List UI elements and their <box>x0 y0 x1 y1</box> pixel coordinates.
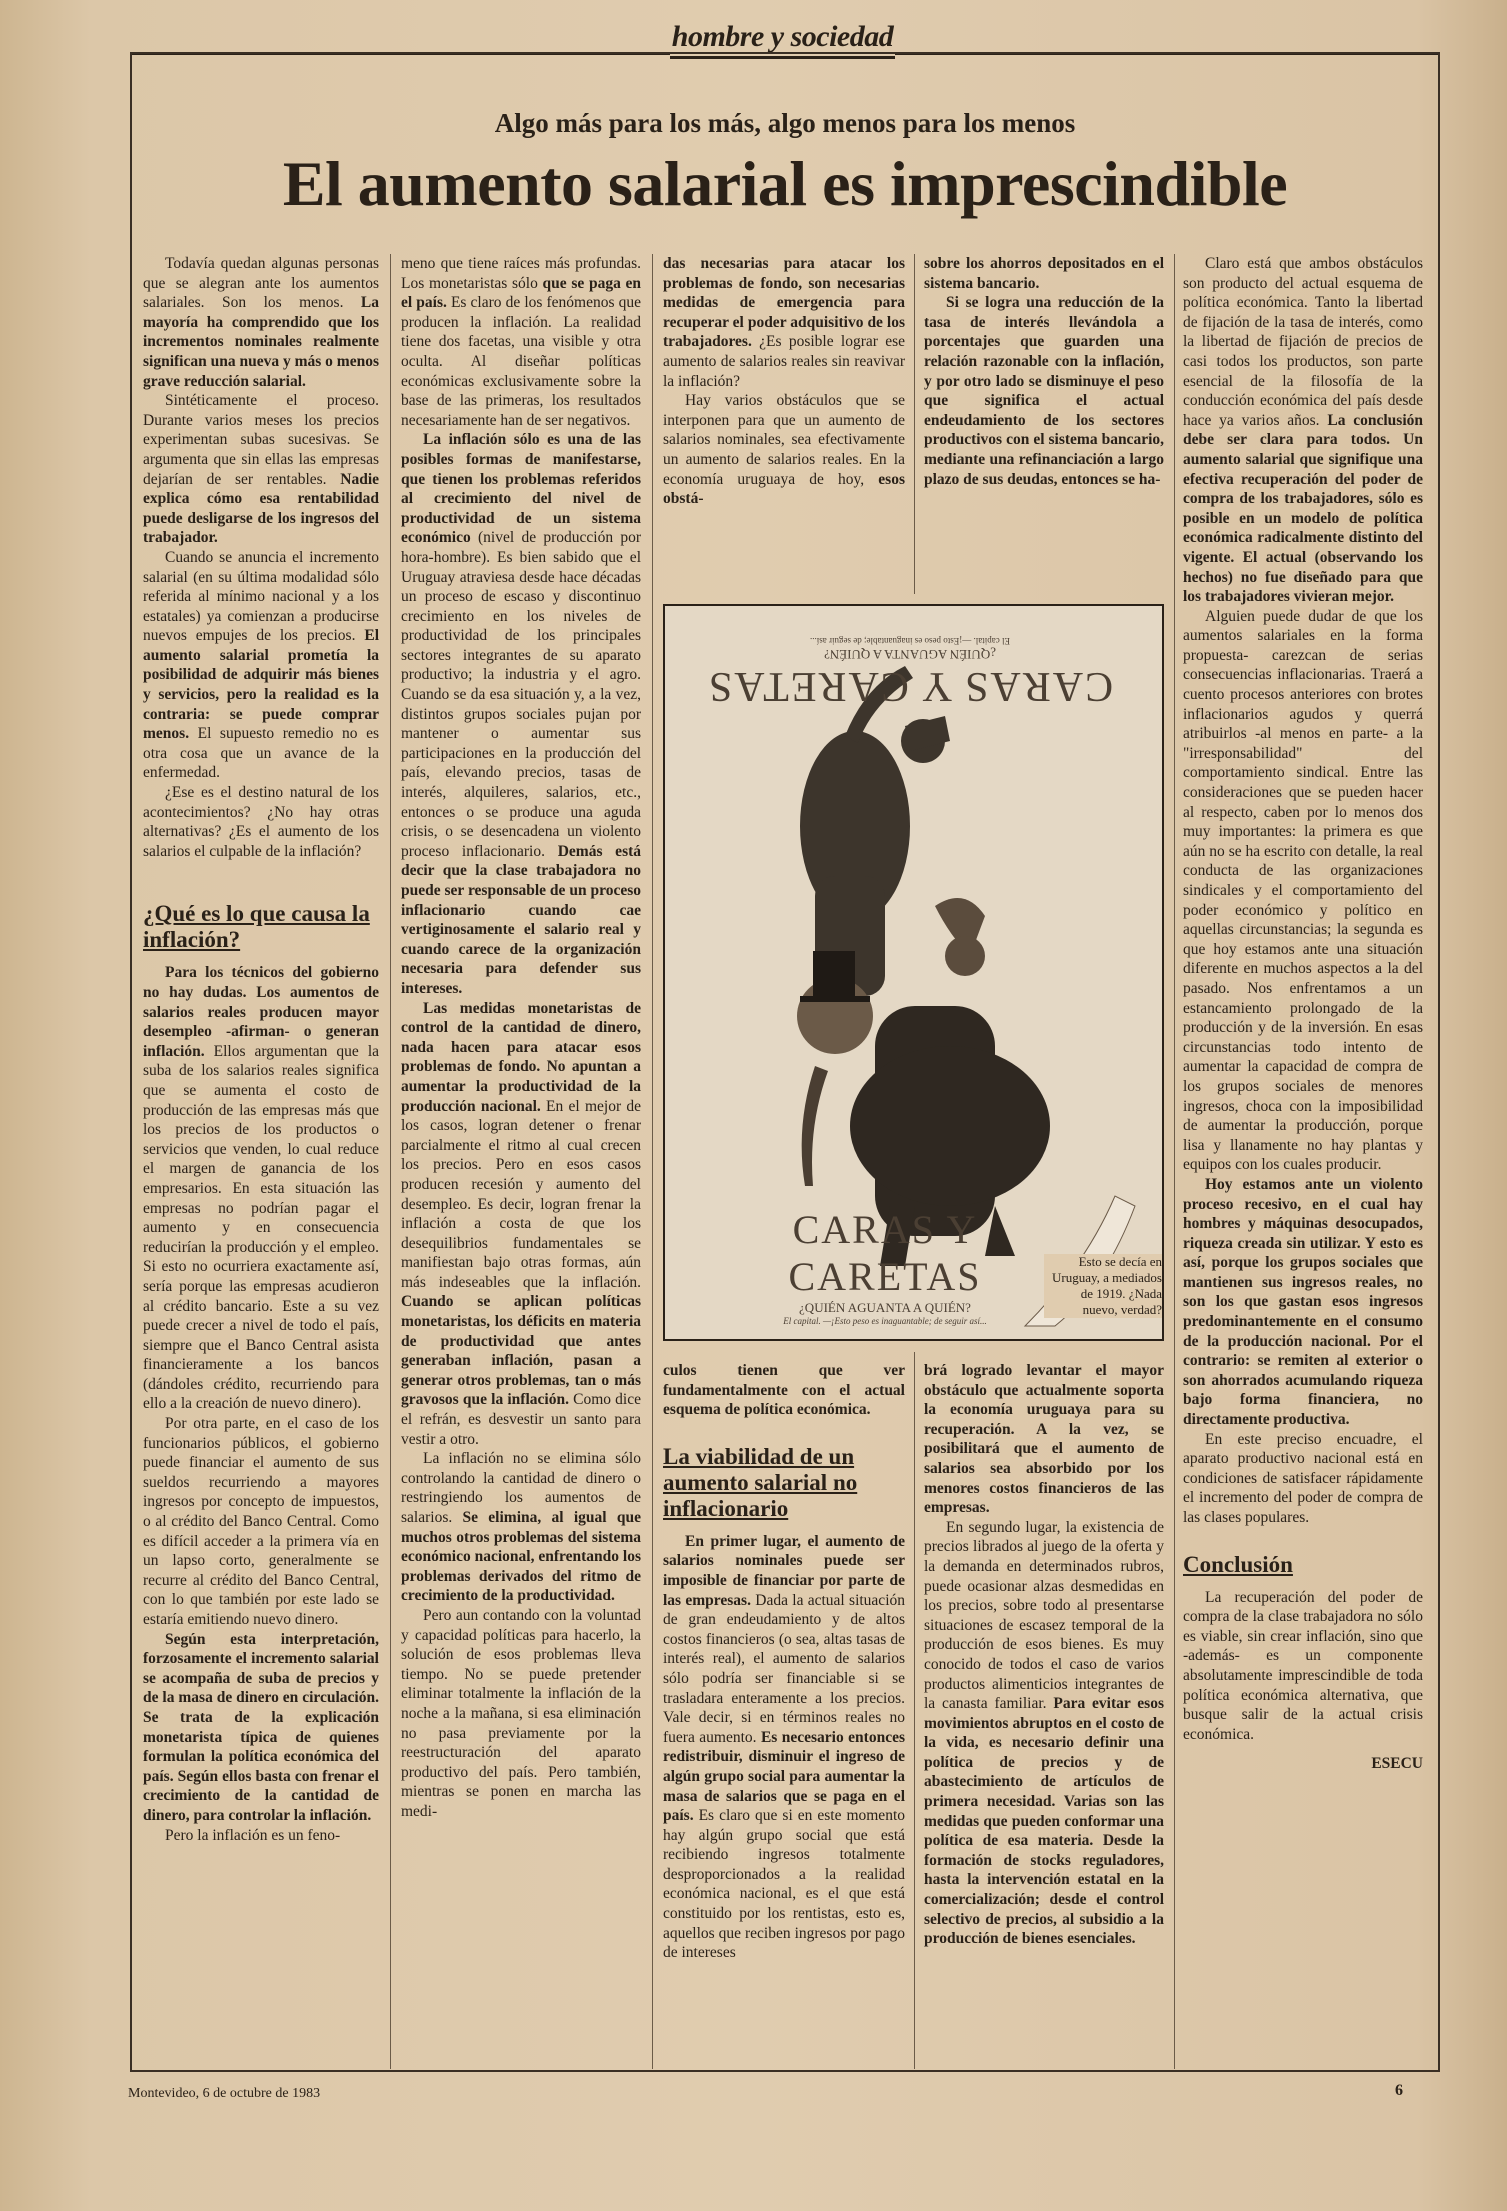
author-signature: ESECU <box>1371 1755 1423 1773</box>
paragraph-bold: Demás está decir que la clase trabajadora no puede ser responsable de un proceso inflacionario cuando cae vertiginosamente el salario real y cuando carece de la organización necesaria para defender sus intereses. <box>401 842 642 997</box>
paragraph-bold: culos tienen que ver fundamentalmente con el actual esquema de política económica. <box>663 1362 905 1419</box>
paragraph: ¿Ese es el destino natural de los acontecimientos? ¿No hay otras alternativas? ¿Es el aumento de los salarios el culpable de la inflación? <box>143 784 379 860</box>
caption-small: El capital. —¡Esto peso es inaguantable; de seguir así... <box>783 1316 987 1326</box>
section-label: hombre y sociedad <box>670 18 895 59</box>
paragraph: Sintéticamente el proceso. Durante varios meses los precios experimentan subas sucesivas. Se argumenta que sin ellas las empresas dejarían de ser rentables. <box>143 392 379 488</box>
column-2 <box>401 254 641 1822</box>
caption-bottom <box>695 1206 1075 1326</box>
column-rule <box>914 1352 915 2069</box>
caption-inverted <box>705 636 1115 710</box>
subheading-inflation: ¿Qué es lo que causa la inflación? <box>143 901 370 953</box>
paragraph: La inflación no se elimina sólo controlando la cantidad de dinero o restringiendo los aumentos de salarios. <box>401 1450 641 1526</box>
article-headline: El aumento salarial es imprescindible <box>282 148 1288 219</box>
subheading-conclusion: Conclusión <box>1183 1551 1293 1577</box>
paragraph-bold: Se elimina, al igual que muchos otros problemas del sistema económico nacional, enfrentando los problemas derivados del ritmo de crecimiento de la productividad. <box>401 1509 641 1605</box>
page-number: 6 <box>1395 2082 1403 2099</box>
section-header <box>130 18 1440 56</box>
figure-note: Esto se decía en Uruguay, a mediados de 1919. ¿Nada nuevo, verdad? <box>1044 1254 1162 1318</box>
paragraph: Ellos argumentan que la suba de los salarios reales significa que se aumenta el costo de producción de las empresas más que los precios de los productos o servicios que venden, lo cual reduce el margen de ganancia de los empresarios. En esta situación las empresas no podrían pagar el aumento y en consecuencia reducirían la producción y el empleo. Si esto no ocurriera exactamente así, sería porque las empresas acudieron al crédito bancario. Este a su vez puede crecer a nivel de todo el país, siempre que el Banco Central asista financieramente a los bancos (dándoles crédito, recurriendo para ello a la creación de nuevo dinero). <box>143 1042 380 1413</box>
paragraph-bold: Cuando se aplican políticas monetaristas, los déficits en materia de productividad que antes generaban inflación, pasan a generar otros problemas, tan o más gravosos que la inflación. <box>401 1293 641 1409</box>
paragraph: Claro está que ambos obstáculos son producto del actual esquema de política económica. Tanto la libertad de fijación de la tasa de interés, como la libertad de fijación de precios de casi todos los productos, son parte esencial de la filosofía de la conducción económica del país desde hace ya varios años. <box>1183 255 1423 429</box>
column-3-bottom <box>663 1361 905 1963</box>
paragraph: Como dice el refrán, es desvestir un santo para vestir a otro. <box>401 1391 642 1448</box>
paragraph: ¿Es posible lograr ese aumento de salarios reales sin reavivar la inflación? <box>663 333 905 390</box>
paragraph: Todavía quedan algunas personas que se alegran ante los aumentos salariales. Son los menos. <box>143 255 379 312</box>
paragraph-bold: sobre los ahorros depositados en el sistema bancario. <box>924 255 1164 292</box>
paragraph: (nivel de producción por hora-hombre). Es bien sabido que el Uruguay atraviesa desde hace décadas un proceso de escaso y discontinuo crecimiento en los niveles de productividad de los principales sectores integrantes de su aparato productivo; la industria y el agro. Cuando se da esa situación y, a la vez, distintos grupos sociales pujan por mantener o aumentar sus participaciones en la producción del país, elevando precios, tasas de interés, alquileres, salarios, etc., entonces o se produce una aguda crisis, o se desencadena un violento proceso inflacionario. <box>401 529 641 860</box>
paragraph-bold: Si se logra una reducción de la tasa de interés llevándola a porcentajes que guarden una relación razonable con la inflación, y por otro lado se disminuye el peso que significa el actual endeudamiento de los sectores productivos con el sistema bancario, mediante una refinanciación a largo plazo de sus deudas, entonces se ha- <box>924 294 1164 488</box>
paragraph-bold: que se paga en el país. <box>401 274 642 312</box>
column-rule <box>1174 254 1175 2069</box>
paragraph: Es claro que si en este momento hay algún grupo social que está recibiendo ingresos totalmente desproporcionados a la realidad económica nacional, es el que está constituido por los rentistas, esto es, aquellos que reciben ingresos por pago de intereses <box>663 1807 905 1962</box>
paragraph: En segundo lugar, la existencia de precios librados al juego de la oferta y la demanda en determinados rubros, puede ocasionar alzas desmedidas en los precios, sobre todo al presentarse situaciones de escasez temporal de la producción de esos bienes. Es muy conocido de todos el caso de varios productos alimenticios integrantes de la canasta familiar. <box>924 1518 1164 1713</box>
paragraph-bold: Para los técnicos del gobierno no hay dudas. Los aumentos de salarios reales producen mayor desempleo -afirman- o generan inflación. <box>143 964 379 1060</box>
subheading-viability: La viabilidad de un aumento salarial no inflacionario <box>663 1443 858 1521</box>
dateline: Montevideo, 6 de octubre de 1983 <box>128 2086 321 2101</box>
paragraph-bold: Es necesario entonces redistribuir, disminuir el ingreso de algún grupo social para aumentar la masa de salarios que se paga en el país. <box>663 1728 905 1825</box>
paragraph: meno que tiene raíces más profundas. Los monetaristas sólo <box>401 255 641 292</box>
paragraph: Pero aun contando con la voluntad y capacidad políticas para hacerlo, la solución de esos problemas lleva tiempo. No se puede pretender eliminar totalmente la inflación de la noche a la mañana, si esa eliminación no pasa previamente por la reestructuración del aparato productivo del país. Pero también, mientras se ponen en marcha las medi- <box>401 1606 641 1820</box>
magazine-title: CARAS Y CARETAS <box>788 1207 982 1299</box>
paragraph-bold: Las medidas monetaristas de control de la cantidad de dinero, nada hacen para atacar esos problemas de fondo. No apuntan a aumentar la productividad de la producción nacional. <box>401 999 641 1115</box>
caption-question: ¿QUIÉN AGUANTA A QUIÉN? <box>799 1300 971 1315</box>
paragraph: Alguien puede dudar de que los aumentos salariales en la forma propuesta- carezcan de serias consecuencias inflacionarias. Traerá a cuento procesos anteriores con brotes inflacionarios agudos y querrá atribuirlos -al menos en parte- a la "irresponsabilidad" del comportamiento sindical. Entre las consideraciones que se pueden hacer al respecto, caben por lo menos dos muy importantes: la primera es que aún no se ha escrito con detalle, la real conducta de las organizaciones sindicales y el comportamiento del poder económico y político en aquellas circunstancias; la segunda es que hoy estamos ante una situación diferente en muchos aspectos a la del pasado. Nos enfrentamos a un estancamiento prolongado de la producción y de la inversión. En esas circunstancias todo intento de aumentar la capacidad de compra de los grupos sociales de menores ingresos, choca con la imposibilidad de aumentar la producción, porque lisa y llanamente no hay plantas y equipos con los cuales producir. <box>1183 607 1423 1174</box>
paragraph: La recuperación del poder de compra de la clase trabajadora no sólo es viable, sin crear inflación, sino que -además- es un componente absolutamente imprescindible de toda política económica alternativa, que busque salir de la actual crisis económica. <box>1183 1588 1423 1743</box>
column-5 <box>1183 254 1423 1774</box>
paragraph: Por otra parte, en el caso de los funcionarios públicos, el gobierno puede financiar el aumento de sus sueldos recurriendo a mayores ingresos por concepto de impuestos, o al crédito del Banco Central. Como es difícil acceder a la primera vía en un lapso corto, generalmente se recurre al crédito del Banco Central, con lo que también por este lado se estaría emitiendo nuevo dinero. <box>143 1415 379 1628</box>
paragraph: En el mejor de los casos, logran detener o frenar parcialmente el ritmo al cual crecen los precios. Pero en esos casos producen recesión y aumento del desempleo. Es decir, logran frenar la inflación a costa de que los desequilibrios fundamentales se manifiestan bajo otras formas, aún más indeseables que la inflación. <box>401 1097 641 1291</box>
paragraph-bold: brá logrado levantar el mayor obstáculo que actualmente soporta la economía uruguaya para su recuperación. A la vez, se posibilitará que el aumento de salarios sea absorbido por los menores costos financieros de las empresas. <box>924 1362 1164 1517</box>
paragraph-bold: Nadie explica cómo esa rentabilidad puede desligarse de los ingresos del trabajador. <box>143 470 379 547</box>
paragraph-bold: Según esta interpretación, forzosamente el incremento salarial se acompaña de suba de precios y de la masa de dinero en circulación. Se trata de la explicación monetarista típica de quienes formulan la política económica del país. Según ellos basta con frenar el crecimiento de la cantidad de dinero, para controlar la inflación. <box>143 1630 379 1824</box>
paragraph: Dada la actual situación de gran endeudamiento y de altos costos financieros (o sea, altas tasas de interés real), el aumento de salarios sólo podría ser financiable si se trasladara enteramente a los precios. Vale decir, si en términos reales no fuera aumento. <box>663 1591 905 1746</box>
caption-small-inverted: El capital. —¡Esto peso es inaguantable; de seguir así... <box>810 636 1010 646</box>
paragraph-bold: Hoy estamos ante un violento proceso recesivo, en el cual hay hombres y máquinas desocupados, riqueza creada sin utilizar. Y esto es así, porque los grupos sociales que mantienen sus ingresos reales, no son los que gastan esos ingresos predominantemente en el consumo de la producción nacional. Por el contrario: se remiten al exterior o son ahorrados acumulando riqueza bajo forma financiera, no directamente productiva. <box>1183 1175 1423 1429</box>
paragraph: El supuesto remedio no es otra cosa que un avance de la enfermedad. <box>143 725 379 782</box>
paragraph: Pero la inflación es un feno- <box>165 1826 341 1844</box>
column-3-top <box>663 254 905 509</box>
column-4-bottom <box>924 1361 1164 1949</box>
paragraph-bold: Para evitar esos movimientos abruptos en el costo de la vida, es necesario definir una política de precios y de abastecimiento de artículos de primera necesidad. Varias son las medidas que pueden conformar una política de esa materia. Desde la formación de stocks reguladores, hasta la intervención estatal en la comercialización; desde el control selectivo de precios, al subsidio a la producción de bienes esenciales. <box>924 1695 1164 1948</box>
paragraph-bold: El aumento salarial prometía la posibilidad de adquirir más bienes y servicios, pero la realidad es la contraria: se puede comprar menos. <box>143 627 380 743</box>
paragraph: Hay varios obstáculos que se interponen para que un aumento de salarios nominales, sea efectivamente un aumento de salarios reales. En la economía uruguaya de hoy, <box>663 392 905 488</box>
paragraph-bold: das necesarias para atacar los problemas de fondo, son necesarias medidas de emergencia para recuperar el poder adquisitivo de los trabajadores. <box>663 255 905 351</box>
paragraph-bold: En primer lugar, el aumento de salarios nominales puede ser imposible de financiar por parte de las empresas. <box>663 1532 905 1609</box>
column-4-top <box>924 254 1164 489</box>
column-1 <box>143 254 379 1845</box>
paragraph-bold: La mayoría ha comprendido que los incrementos nominales realmente significan una nueva y más o menos grave reducción salarial. <box>143 294 379 390</box>
paragraph-bold: La inflación sólo es una de las posibles formas de manifestarse, que tienen los problemas referidos al crecimiento del nivel de productividad de un sistema económico <box>401 431 641 547</box>
magazine-title-inverted: CARAS Y CARETAS <box>706 663 1114 709</box>
article-kicker: Algo más para los más, algo menos para los menos <box>494 108 1076 138</box>
caption-question-inverted: ¿QUIÉN AGUANTA A QUIÉN? <box>824 647 996 662</box>
paragraph-bold: La conclusión debe ser clara para todos. Un aumento salarial que signifique una efectiva recuperación del poder de compra de los trabajadores, sólo es posible en un modelo de política económica radicalmente distinto del vigente. El actual (observando los hechos) no fue diseñado para que los trabajadores vivieran mejor. <box>1183 411 1424 606</box>
paragraph: En este preciso encuadre, el aparato productivo nacional está en condiciones de satisfacer rápidamente el incremento del poder de compra de las clases populares. <box>1183 1430 1423 1526</box>
caras-y-caretas-illustration <box>663 604 1164 1341</box>
paragraph: Es claro de los fenómenos que producen la inflación. La realidad tiene dos facetas, una visible y otra oculta. Al diseñar políticas económicas exclusivamente sobre la base de las primeras, los resultados necesariamente han de ser negativos. <box>401 294 641 429</box>
paragraph: Cuando se anuncia el incremento salarial (en su última modalidad sólo referida al mínimo nacional y a los estatales) ya comienzan a producirse nuevos empujes de los precios. <box>143 548 379 645</box>
column-rule <box>390 254 391 2069</box>
column-rule <box>914 254 915 594</box>
column-rule <box>652 254 653 2069</box>
paragraph-bold: esos obstá- <box>663 470 905 508</box>
